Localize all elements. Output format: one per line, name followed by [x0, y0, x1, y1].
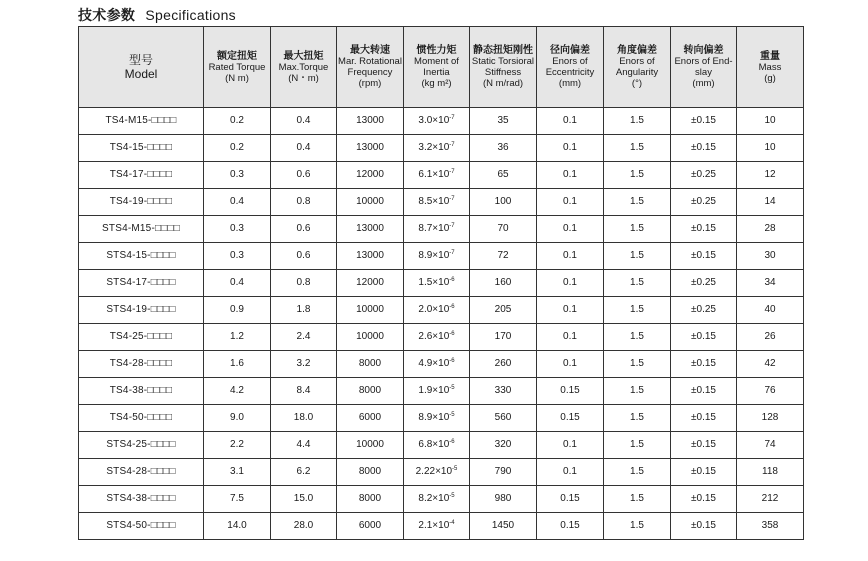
cell-model: STS4-17-□□□□ [79, 270, 204, 297]
cell-end-slay-error: ±0.25 [671, 162, 737, 189]
cell-static-torsional-stiffness: 260 [470, 351, 537, 378]
inertia-base: 1.9×10 [418, 385, 450, 396]
cell-moment-of-inertia [404, 351, 470, 378]
cell-angularity-error: 1.5 [604, 486, 671, 513]
cell-eccentricity-error: 0.1 [537, 243, 604, 270]
cell-angularity-error: 1.5 [604, 216, 671, 243]
column-header-unit: (N m) [225, 72, 249, 84]
cell-end-slay-error: ±0.15 [671, 243, 737, 270]
cell-max-rotational-frequency: 10000 [337, 189, 404, 216]
cell-model: TS4-25-□□□□ [79, 324, 204, 351]
cell-moment-of-inertia [404, 513, 470, 540]
inertia-exponent: -7 [449, 223, 455, 229]
cell-moment-of-inertia [404, 459, 470, 486]
cell-moment-of-inertia [404, 432, 470, 459]
inertia-exponent: -7 [449, 250, 455, 256]
inertia-base: 2.6×10 [418, 331, 450, 342]
cell-max-rotational-frequency: 6000 [337, 513, 404, 540]
inertia-base: 2.0×10 [418, 304, 450, 315]
cell-eccentricity-error: 0.15 [537, 513, 604, 540]
column-header-en: Mar. Rotational Frequency [338, 56, 402, 78]
cell-static-torsional-stiffness: 980 [470, 486, 537, 513]
table-row [79, 297, 804, 324]
cell-static-torsional-stiffness: 160 [470, 270, 537, 297]
inertia-exponent: -7 [449, 196, 455, 202]
cell-end-slay-error: ±0.15 [671, 108, 737, 135]
column-header-unit: (g) [764, 72, 776, 84]
cell-moment-of-inertia [404, 405, 470, 432]
inertia-exponent: -6 [449, 304, 455, 310]
cell-end-slay-error: ±0.15 [671, 432, 737, 459]
cell-mass: 10 [737, 108, 804, 135]
column-header-zh: 最大扭矩 [283, 50, 324, 62]
cell-model: STS4-15-□□□□ [79, 243, 204, 270]
inertia-exponent: -6 [449, 439, 455, 445]
cell-static-torsional-stiffness: 100 [470, 189, 537, 216]
inertia-exponent: -6 [449, 358, 455, 364]
cell-max-torque: 0.8 [271, 270, 337, 297]
cell-max-torque: 0.6 [271, 216, 337, 243]
cell-max-rotational-frequency: 10000 [337, 432, 404, 459]
cell-model: TS4-15-□□□□ [79, 135, 204, 162]
cell-rated-torque: 0.4 [204, 270, 271, 297]
column-header-unit: (°) [631, 78, 643, 89]
cell-mass: 28 [737, 216, 804, 243]
cell-rated-torque: 0.4 [204, 189, 271, 216]
cell-angularity-error: 1.5 [604, 270, 671, 297]
table-row [79, 243, 804, 270]
column-header-zh: 额定扭矩 [217, 50, 257, 62]
inertia-base: 4.9×10 [418, 358, 450, 369]
column-header-en: Enors of End-slay [674, 56, 733, 78]
column-header-zh: 角度偏差 [617, 45, 657, 56]
table-row [79, 216, 804, 243]
cell-angularity-error: 1.5 [604, 189, 671, 216]
cell-max-rotational-frequency: 8000 [337, 351, 404, 378]
column-header-unit: (kg m²) [421, 78, 452, 89]
cell-max-torque: 28.0 [271, 513, 337, 540]
cell-rated-torque: 7.5 [204, 486, 271, 513]
cell-mass: 128 [737, 405, 804, 432]
cell-eccentricity-error: 0.15 [537, 405, 604, 432]
inertia-exponent: -7 [449, 142, 455, 148]
column-header-en: Mass [758, 61, 782, 73]
cell-end-slay-error: ±0.15 [671, 324, 737, 351]
cell-angularity-error: 1.5 [604, 297, 671, 324]
table-row [79, 486, 804, 513]
column-header-zh: 重量 [760, 50, 780, 62]
cell-eccentricity-error: 0.15 [537, 378, 604, 405]
column-header-unit: (rpm) [358, 78, 382, 89]
column-header-angularity-error [604, 27, 671, 108]
inertia-base: 2.22×10 [415, 466, 453, 477]
cell-max-torque: 0.6 [271, 162, 337, 189]
cell-rated-torque: 0.2 [204, 108, 271, 135]
cell-end-slay-error: ±0.25 [671, 270, 737, 297]
cell-max-torque: 6.2 [271, 459, 337, 486]
cell-max-rotational-frequency: 12000 [337, 270, 404, 297]
cell-rated-torque: 0.3 [204, 243, 271, 270]
cell-model: TS4-19-□□□□ [79, 189, 204, 216]
column-header-unit: (mm) [558, 78, 582, 89]
cell-end-slay-error: ±0.15 [671, 216, 737, 243]
cell-eccentricity-error: 0.15 [537, 486, 604, 513]
cell-end-slay-error: ±0.15 [671, 486, 737, 513]
cell-end-slay-error: ±0.25 [671, 189, 737, 216]
inertia-exponent: -5 [449, 385, 455, 391]
cell-eccentricity-error: 0.1 [537, 162, 604, 189]
table-row [79, 162, 804, 189]
cell-mass: 10 [737, 135, 804, 162]
inertia-base: 8.7×10 [418, 223, 450, 234]
cell-eccentricity-error: 0.1 [537, 135, 604, 162]
cell-angularity-error: 1.5 [604, 324, 671, 351]
cell-rated-torque: 0.9 [204, 297, 271, 324]
inertia-exponent: -4 [449, 520, 455, 526]
column-header-moment-of-inertia [404, 27, 470, 108]
inertia-base: 6.1×10 [418, 169, 450, 180]
cell-static-torsional-stiffness: 36 [470, 135, 537, 162]
cell-max-rotational-frequency: 8000 [337, 378, 404, 405]
cell-rated-torque: 0.3 [204, 216, 271, 243]
column-header-zh: 型号 [128, 53, 153, 67]
specifications-table [78, 26, 804, 540]
cell-angularity-error: 1.5 [604, 405, 671, 432]
cell-model: STS4-28-□□□□ [79, 459, 204, 486]
cell-max-rotational-frequency: 13000 [337, 216, 404, 243]
column-header-zh: 静态扭矩刚性 [473, 45, 533, 56]
column-header-en: Static Torsioral Stiffness [471, 56, 535, 78]
cell-static-torsional-stiffness: 790 [470, 459, 537, 486]
cell-static-torsional-stiffness: 320 [470, 432, 537, 459]
column-header-unit: (N・m) [288, 72, 319, 84]
cell-end-slay-error: ±0.15 [671, 513, 737, 540]
column-header-mass [737, 27, 804, 108]
inertia-exponent: -5 [452, 466, 458, 472]
column-header-en: Rated Torque [208, 61, 266, 73]
cell-model: TS4-50-□□□□ [79, 405, 204, 432]
inertia-base: 8.9×10 [418, 250, 450, 261]
cell-angularity-error: 1.5 [604, 243, 671, 270]
cell-max-torque: 15.0 [271, 486, 337, 513]
column-header-zh: 径向偏差 [550, 45, 590, 56]
inertia-exponent: -6 [449, 331, 455, 337]
cell-angularity-error: 1.5 [604, 459, 671, 486]
cell-max-rotational-frequency: 8000 [337, 459, 404, 486]
cell-max-torque: 2.4 [271, 324, 337, 351]
cell-max-rotational-frequency: 13000 [337, 135, 404, 162]
cell-mass: 14 [737, 189, 804, 216]
cell-max-rotational-frequency: 12000 [337, 162, 404, 189]
cell-model: STS4-38-□□□□ [79, 486, 204, 513]
cell-mass: 12 [737, 162, 804, 189]
cell-eccentricity-error: 0.1 [537, 297, 604, 324]
cell-eccentricity-error: 0.1 [537, 270, 604, 297]
cell-model: TS4-28-□□□□ [79, 351, 204, 378]
cell-mass: 74 [737, 432, 804, 459]
cell-moment-of-inertia [404, 486, 470, 513]
cell-static-torsional-stiffness: 70 [470, 216, 537, 243]
cell-end-slay-error: ±0.25 [671, 297, 737, 324]
cell-mass: 76 [737, 378, 804, 405]
cell-moment-of-inertia [404, 108, 470, 135]
column-header-static-torsional-stiffness [470, 27, 537, 108]
cell-eccentricity-error: 0.1 [537, 216, 604, 243]
cell-max-torque: 0.8 [271, 189, 337, 216]
cell-rated-torque: 1.2 [204, 324, 271, 351]
cell-eccentricity-error: 0.1 [537, 351, 604, 378]
cell-model: STS4-19-□□□□ [79, 297, 204, 324]
cell-angularity-error: 1.5 [604, 513, 671, 540]
column-header-end-slay-error [671, 27, 737, 108]
cell-mass: 26 [737, 324, 804, 351]
table-header [79, 27, 804, 108]
inertia-exponent: -7 [449, 115, 455, 121]
cell-rated-torque: 0.3 [204, 162, 271, 189]
cell-rated-torque: 9.0 [204, 405, 271, 432]
inertia-base: 2.1×10 [418, 520, 450, 531]
cell-mass: 34 [737, 270, 804, 297]
cell-rated-torque: 1.6 [204, 351, 271, 378]
cell-max-torque: 8.4 [271, 378, 337, 405]
column-header-en: Enors of Eccentricity [545, 56, 595, 78]
table-row [79, 189, 804, 216]
cell-max-rotational-frequency: 10000 [337, 297, 404, 324]
cell-model: TS4-M15-□□□□ [79, 108, 204, 135]
column-header-zh: 转向偏差 [683, 45, 724, 56]
column-header-unit: (mm) [692, 78, 715, 89]
cell-angularity-error: 1.5 [604, 135, 671, 162]
cell-angularity-error: 1.5 [604, 351, 671, 378]
cell-moment-of-inertia [404, 162, 470, 189]
cell-end-slay-error: ±0.15 [671, 405, 737, 432]
column-header-en: Model [124, 67, 158, 81]
cell-eccentricity-error: 0.1 [537, 432, 604, 459]
cell-angularity-error: 1.5 [604, 432, 671, 459]
cell-eccentricity-error: 0.1 [537, 108, 604, 135]
table-row [79, 432, 804, 459]
inertia-exponent: -5 [449, 493, 455, 499]
cell-moment-of-inertia [404, 297, 470, 324]
table-row [79, 324, 804, 351]
inertia-base: 8.9×10 [418, 412, 450, 423]
cell-max-torque: 18.0 [271, 405, 337, 432]
cell-moment-of-inertia [404, 135, 470, 162]
table-row [79, 270, 804, 297]
cell-model: STS4-25-□□□□ [79, 432, 204, 459]
cell-static-torsional-stiffness: 65 [470, 162, 537, 189]
cell-static-torsional-stiffness: 35 [470, 108, 537, 135]
cell-max-rotational-frequency: 10000 [337, 324, 404, 351]
header-row [79, 27, 804, 108]
inertia-base: 6.8×10 [418, 439, 450, 450]
column-header-eccentricity-error [537, 27, 604, 108]
table-row [79, 513, 804, 540]
cell-end-slay-error: ±0.15 [671, 135, 737, 162]
table-row [79, 108, 804, 135]
cell-end-slay-error: ±0.15 [671, 378, 737, 405]
cell-rated-torque: 4.2 [204, 378, 271, 405]
inertia-base: 3.0×10 [418, 115, 450, 126]
cell-rated-torque: 3.1 [204, 459, 271, 486]
cell-max-torque: 0.4 [271, 108, 337, 135]
inertia-base: 3.2×10 [418, 142, 450, 153]
column-header-unit: (N m/rad) [482, 78, 524, 89]
cell-static-torsional-stiffness: 330 [470, 378, 537, 405]
column-header-en: Max.Torque [278, 61, 329, 73]
column-header-max-torque [271, 27, 337, 108]
cell-mass: 30 [737, 243, 804, 270]
cell-max-torque: 4.4 [271, 432, 337, 459]
inertia-exponent: -5 [449, 412, 455, 418]
cell-model: TS4-38-□□□□ [79, 378, 204, 405]
cell-eccentricity-error: 0.1 [537, 459, 604, 486]
cell-max-rotational-frequency: 8000 [337, 486, 404, 513]
cell-moment-of-inertia [404, 243, 470, 270]
cell-moment-of-inertia [404, 216, 470, 243]
column-header-zh: 惯性力矩 [416, 45, 457, 56]
column-header-rated-torque [204, 27, 271, 108]
cell-angularity-error: 1.5 [604, 162, 671, 189]
cell-max-torque: 0.6 [271, 243, 337, 270]
cell-moment-of-inertia [404, 270, 470, 297]
cell-model: STS4-M15-□□□□ [79, 216, 204, 243]
cell-model: TS4-17-□□□□ [79, 162, 204, 189]
cell-max-rotational-frequency: 6000 [337, 405, 404, 432]
cell-rated-torque: 0.2 [204, 135, 271, 162]
cell-rated-torque: 14.0 [204, 513, 271, 540]
cell-static-torsional-stiffness: 205 [470, 297, 537, 324]
inertia-exponent: -7 [449, 169, 455, 175]
page-title [78, 5, 236, 25]
title-zh: 技术参数 [78, 7, 136, 23]
table-row [79, 405, 804, 432]
cell-eccentricity-error: 0.1 [537, 324, 604, 351]
cell-max-rotational-frequency: 13000 [337, 108, 404, 135]
title-en: Specifications [145, 7, 236, 23]
column-header-en: Moment of Inertia [414, 56, 459, 78]
cell-moment-of-inertia [404, 189, 470, 216]
cell-moment-of-inertia [404, 378, 470, 405]
cell-mass: 40 [737, 297, 804, 324]
cell-static-torsional-stiffness: 72 [470, 243, 537, 270]
table-body [79, 108, 804, 540]
table-row [79, 378, 804, 405]
cell-max-rotational-frequency: 13000 [337, 243, 404, 270]
cell-static-torsional-stiffness: 170 [470, 324, 537, 351]
cell-mass: 212 [737, 486, 804, 513]
cell-end-slay-error: ±0.15 [671, 459, 737, 486]
column-header-zh: 最大转速 [350, 45, 390, 56]
cell-mass: 358 [737, 513, 804, 540]
cell-rated-torque: 2.2 [204, 432, 271, 459]
cell-angularity-error: 1.5 [604, 378, 671, 405]
cell-mass: 42 [737, 351, 804, 378]
inertia-exponent: -6 [449, 277, 455, 283]
cell-static-torsional-stiffness: 1450 [470, 513, 537, 540]
cell-static-torsional-stiffness: 560 [470, 405, 537, 432]
cell-moment-of-inertia [404, 324, 470, 351]
table-row [79, 351, 804, 378]
cell-angularity-error: 1.5 [604, 108, 671, 135]
column-header-model [79, 27, 204, 108]
cell-max-torque: 3.2 [271, 351, 337, 378]
inertia-base: 1.5×10 [418, 277, 450, 288]
inertia-base: 8.5×10 [418, 196, 450, 207]
cell-eccentricity-error: 0.1 [537, 189, 604, 216]
cell-max-torque: 1.8 [271, 297, 337, 324]
cell-max-torque: 0.4 [271, 135, 337, 162]
column-header-en: Enors of Angularity [615, 56, 659, 78]
cell-end-slay-error: ±0.15 [671, 351, 737, 378]
cell-model: STS4-50-□□□□ [79, 513, 204, 540]
inertia-base: 8.2×10 [418, 493, 450, 504]
cell-mass: 118 [737, 459, 804, 486]
table-row [79, 135, 804, 162]
table-row [79, 459, 804, 486]
column-header-max-rotational-frequency [337, 27, 404, 108]
